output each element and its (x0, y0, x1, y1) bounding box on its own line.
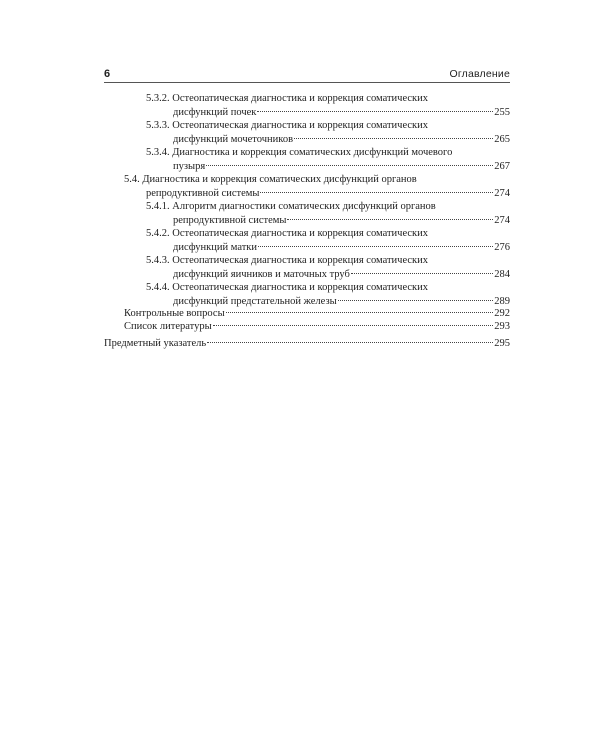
toc-page-number: 265 (494, 133, 510, 145)
toc-page-number: 289 (494, 295, 510, 307)
toc-entry-title: Остеопатическая диагностика и коррекция соматических (172, 93, 429, 104)
leader-dots (294, 138, 493, 139)
toc-page-number: 274 (494, 214, 510, 226)
toc-entry-5-4[interactable] (124, 173, 510, 200)
toc-entry-number: 5.4.1. (146, 201, 170, 212)
toc-entry-number: 5.3.3. (146, 120, 170, 131)
leader-dots (338, 300, 494, 301)
toc-entry-title-cont: пузыря (173, 160, 206, 172)
toc-entry-title-cont: репродуктивной системы (173, 214, 287, 226)
toc-entry-control-questions[interactable] (124, 307, 510, 321)
toc-entry-5-3-4[interactable] (146, 146, 510, 173)
toc-entry-number: 5.4.2. (146, 228, 170, 239)
toc-entry-title-cont: дисфункций яичников и маточных труб (173, 268, 350, 280)
toc-page-number: 284 (494, 268, 510, 280)
leader-dots (206, 165, 493, 166)
toc-entry-5-4-1[interactable] (146, 200, 510, 227)
toc-entry-number: 5.4.3. (146, 255, 170, 266)
toc-page-number: 292 (494, 308, 510, 319)
toc-entry-title: Контрольные вопросы (124, 308, 225, 319)
toc-entry-number: 5.3.4. (146, 147, 170, 158)
toc-entry-number: 5.4. (124, 174, 140, 185)
toc-entry-title-cont: дисфункций матки (173, 241, 258, 253)
leader-dots (287, 219, 493, 220)
running-title: Оглавление (449, 68, 510, 80)
toc-entry-title: Список литературы (124, 321, 212, 332)
toc-entry-5-4-2[interactable] (146, 227, 510, 254)
toc-entry-title: Остеопатическая диагностика и коррекция соматических (172, 120, 429, 131)
toc-entry-title: Остеопатическая диагностика и коррекция соматических (172, 228, 429, 239)
toc-entry-title: Диагностика и коррекция соматических дисфункций мочевого (172, 147, 453, 158)
toc-page-number: 295 (494, 338, 510, 349)
toc-entry-5-3-3[interactable] (146, 119, 510, 146)
toc-entry-title-cont: дисфункций мочеточников (173, 133, 294, 145)
toc-entry-number: 5.4.4. (146, 282, 170, 293)
toc-page-number: 293 (494, 321, 510, 332)
leader-dots (258, 246, 493, 247)
toc-entry-number: 5.3.2. (146, 93, 170, 104)
toc-page-number: 267 (494, 160, 510, 172)
toc-entry-subject-index[interactable] (104, 337, 510, 351)
running-header (104, 68, 510, 83)
page-number: 6 (104, 68, 111, 80)
leader-dots (351, 273, 493, 274)
toc-entry-title: Остеопатическая диагностика и коррекция соматических (172, 255, 429, 266)
toc-page-number: 276 (494, 241, 510, 253)
toc-entry-title-cont: репродуктивной системы (146, 187, 260, 199)
toc-page-number: 255 (494, 106, 510, 118)
toc-entry-references[interactable] (124, 320, 510, 334)
toc-entry-title-cont: дисфункций почек (173, 106, 257, 118)
leader-dots (213, 325, 494, 326)
leader-dots (257, 111, 493, 112)
toc-entry-5-4-4[interactable] (146, 281, 510, 308)
toc-entry-title: Предметный указатель (104, 338, 207, 349)
toc-entry-5-3-2[interactable] (146, 92, 510, 119)
leader-dots (260, 192, 493, 193)
toc-page-number: 274 (494, 187, 510, 199)
leader-dots (207, 342, 493, 343)
toc-entry-title: Диагностика и коррекция соматических дисфункций органов (142, 174, 417, 185)
toc-entry-5-4-3[interactable] (146, 254, 510, 281)
toc-entry-title-cont: дисфункций предстательной железы (173, 295, 337, 307)
leader-dots (226, 312, 494, 313)
toc-entry-title: Остеопатическая диагностика и коррекция соматических (172, 282, 429, 293)
toc-entry-title: Алгоритм диагностики соматических дисфункций органов (172, 201, 436, 212)
